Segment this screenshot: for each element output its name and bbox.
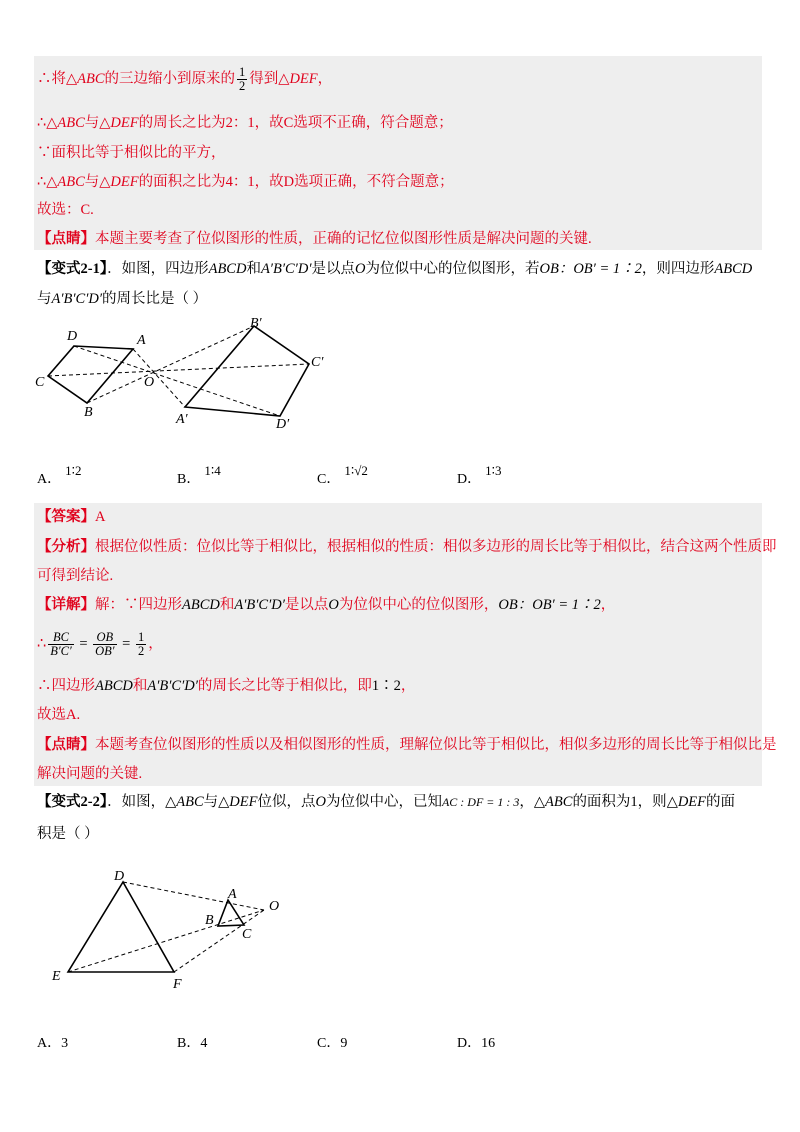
- label-C2: C: [242, 927, 252, 942]
- solution1-line-1: ∴将△ABC的三边缩小到原来的 $\frac{1}{2}$ 得到△DEF，: [37, 65, 333, 93]
- solution1-line-2: ∴△ABC与△DEF的周长之比为2：1，故C选项不正确，符合题意；: [37, 115, 453, 131]
- label-D: D: [67, 329, 78, 344]
- fraction-ob: $\frac{OB}{OB'}$: [95, 630, 115, 659]
- option-b[interactable]: B．1∶4: [177, 463, 221, 487]
- triangle-abc: [218, 900, 244, 926]
- solution1-line-4: ∴△ABC与△DEF的面积之比为4：1，故D选项正确，不符合题意；: [37, 174, 454, 190]
- label-C-prime: C′: [311, 355, 324, 370]
- option-d-2[interactable]: D．16: [457, 1036, 496, 1051]
- question-2-2-line-1: 【变式2-2】．如图，△ABC与△DEF位似，点O为位似中心，已知AC : DF = 1 : 3，△ABC的面积为1，则△DEF的面: [37, 794, 736, 810]
- label-B2: B: [205, 913, 214, 928]
- label-A-prime: A′: [176, 412, 188, 427]
- quadrilateral-abcd-prime: [185, 326, 309, 416]
- comment-line-2: 解决问题的关键.: [37, 766, 143, 782]
- label-A2: A: [228, 887, 237, 902]
- question-2-2-line-2: 积是（ ）: [37, 826, 99, 842]
- figure-triangles: [40, 862, 300, 992]
- label-B-prime: B′: [250, 316, 262, 331]
- option-a-2[interactable]: A．3: [37, 1036, 69, 1051]
- equation-line: ∴ $\frac{BC}{B'C'}$ = $\frac{OB}{OB'}$ = $\frac{1}{2}$ ，: [37, 630, 163, 659]
- label-C: C: [35, 375, 45, 390]
- analysis-line-1: 【分析】根据位似性质：位似比等于相似比，根据相似的性质：相似多边形的周长比等于相似比，结合这两个性质即: [37, 539, 777, 555]
- label-O: O: [144, 375, 155, 390]
- label-F2: F: [173, 977, 182, 992]
- fraction-bc: $\frac{BC}{B'C'}$: [50, 630, 72, 659]
- label-O2: O: [269, 899, 280, 914]
- conclusion-line: ∴四边形ABCD和A′B′C′D′的周长之比等于相似比，即1∶2，: [37, 678, 416, 694]
- label-B: B: [84, 405, 93, 420]
- label-D2: D: [114, 869, 125, 884]
- solution1-line-3: ∵面积比等于相似比的平方，: [37, 145, 226, 161]
- option-c[interactable]: C．1∶√2: [317, 463, 368, 487]
- solution1-comment: 【点睛】本题主要考查了位似图形的性质，正确的记忆位似图形性质是解决问题的关键.: [37, 231, 592, 247]
- answer-line: 【答案】A: [37, 509, 106, 525]
- label-E2: E: [52, 969, 61, 984]
- option-d[interactable]: D．1∶3: [457, 463, 502, 487]
- label-D-prime: D′: [276, 417, 290, 432]
- solution1-line-5: 故选：C.: [37, 202, 94, 218]
- option-c-2[interactable]: C．9: [317, 1036, 348, 1051]
- analysis-line-2: 可得到结论.: [37, 568, 114, 584]
- triangle-def: [68, 882, 174, 972]
- option-b-2[interactable]: B．4: [177, 1036, 208, 1051]
- fraction-half: $\frac{1}{2}$: [137, 630, 145, 659]
- option-a[interactable]: A．1∶2: [37, 463, 82, 487]
- question-2-1-line-1: 【变式2-1】．如图，四边形ABCD和A′B′C′D′是以点O为位似中心的位似图形，若OB：OB′ = 1∶2，则四边形ABCD: [37, 261, 753, 277]
- detail-line-1: 【详解】解：∵四边形ABCD和A′B′C′D′是以点O为位似中心的位似图形，OB：OB′ = 1∶2，: [37, 597, 616, 613]
- comment-line-1: 【点睛】本题考查位似图形的性质以及相似图形的性质，理解位似比等于相似比，相似多边形的周长比等于相似比是: [37, 737, 777, 753]
- label-A: A: [137, 333, 146, 348]
- dashed-rays: [48, 326, 309, 416]
- selection-line: 故选A.: [37, 707, 81, 723]
- figure-quadrilaterals: [30, 312, 350, 442]
- question-2-1-line-2: 与A′B′C′D′的周长比是（ ）: [37, 291, 208, 307]
- fraction-one-half: $\frac{1}{2}$: [239, 65, 246, 93]
